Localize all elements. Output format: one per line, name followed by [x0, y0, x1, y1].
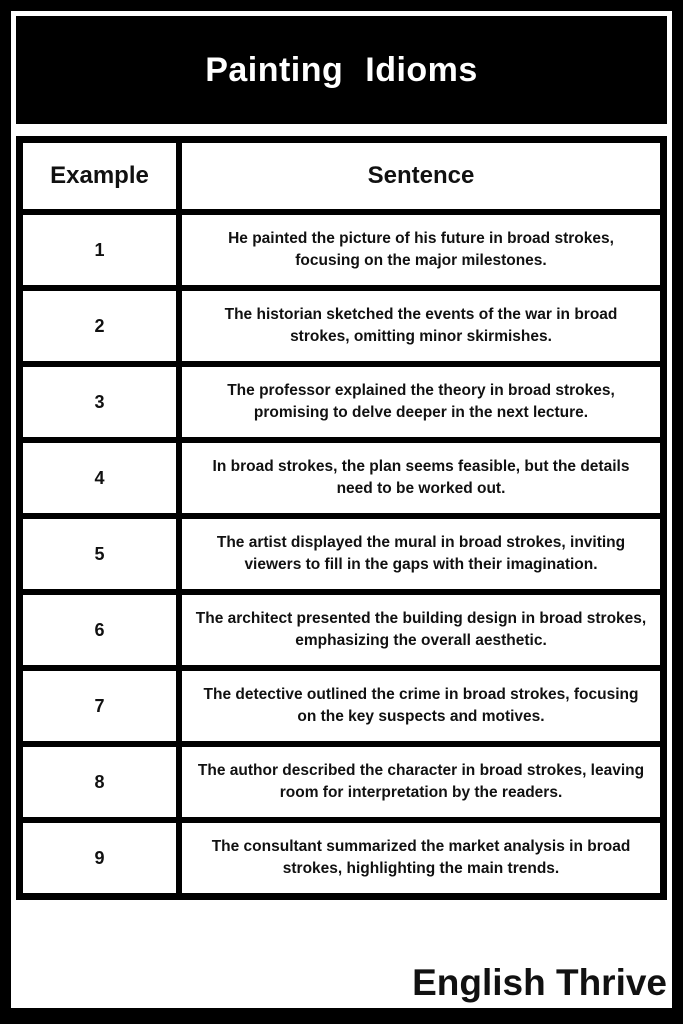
sentence-cell-1: He painted the picture of his future in broad strokes, focusing on the major milestones.	[182, 215, 660, 285]
sentence-cell-5: The artist displayed the mural in broad strokes, inviting viewers to fill in the gaps with their imagination.	[182, 519, 660, 589]
sentence-cell-6: The architect presented the building design in broad strokes, emphasizing the overall aesthetic.	[182, 595, 660, 665]
brand-footer	[412, 962, 667, 1004]
example-number-1: 1	[23, 215, 176, 285]
example-number-5: 5	[23, 519, 176, 589]
example-number-7: 7	[23, 671, 176, 741]
example-number-9: 9	[23, 823, 176, 893]
title-banner	[16, 16, 667, 124]
sentence-cell-3: The professor explained the theory in broad strokes, promising to delve deeper in the next lecture.	[182, 367, 660, 437]
page-title: Painting Idioms	[205, 50, 478, 89]
example-number-6: 6	[23, 595, 176, 665]
example-number-3: 3	[23, 367, 176, 437]
column-header-example: Example	[23, 143, 176, 209]
example-number-8: 8	[23, 747, 176, 817]
sentence-cell-9: The consultant summarized the market analysis in broad strokes, highlighting the main trends.	[182, 823, 660, 893]
content-panel	[11, 11, 672, 1008]
sentence-cell-7: The detective outlined the crime in broad strokes, focusing on the key suspects and motives.	[182, 671, 660, 741]
example-number-2: 2	[23, 291, 176, 361]
brand-name: English Thrive	[412, 962, 667, 1003]
sentence-cell-2: The historian sketched the events of the war in broad strokes, omitting minor skirmishes.	[182, 291, 660, 361]
idioms-table	[16, 136, 667, 900]
sentence-cell-4: In broad strokes, the plan seems feasible, but the details need to be worked out.	[182, 443, 660, 513]
column-header-sentence: Sentence	[182, 143, 660, 209]
sentence-cell-8: The author described the character in broad strokes, leaving room for interpretation by the readers.	[182, 747, 660, 817]
example-number-4: 4	[23, 443, 176, 513]
